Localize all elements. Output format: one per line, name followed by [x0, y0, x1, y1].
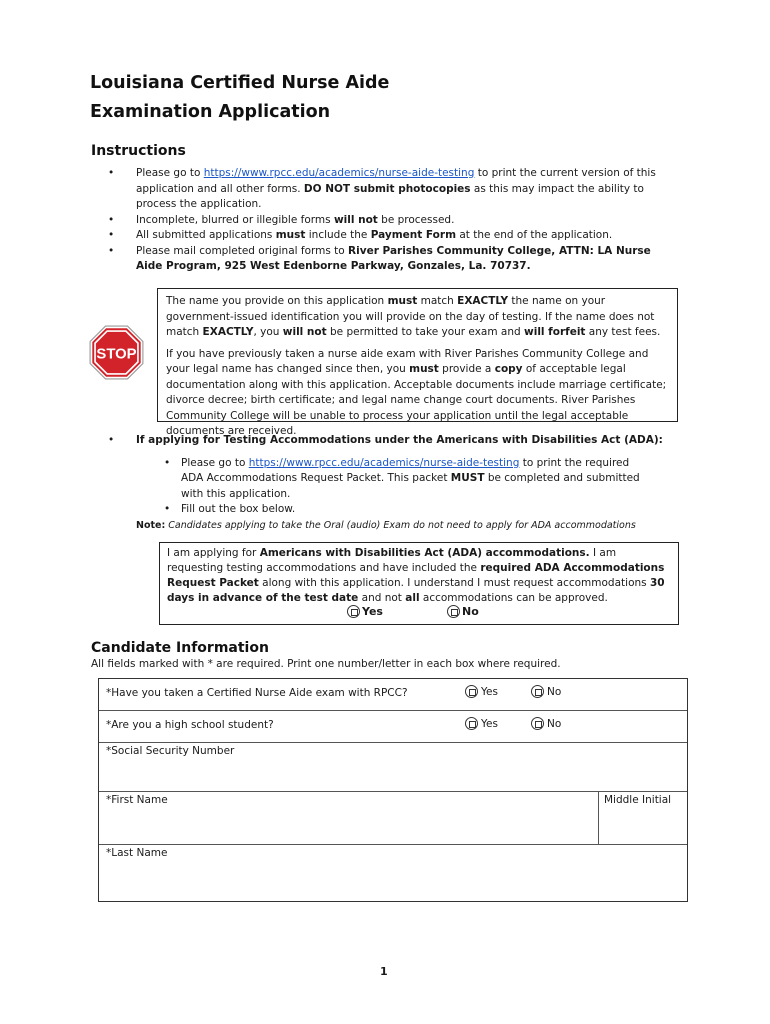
ada-no-checkbox[interactable]: [447, 605, 460, 618]
name-warning-paragraph: The name you provide on this application must match EXACTLY the name on your government-issued identification you will provide on the day of testing. If the name does not match EXACTLY, you will not be permitted to take your exam and will forfeit any test fees.: [166, 295, 661, 338]
candidate-heading: Candidate Information: [91, 640, 269, 656]
ada-section: [108, 433, 668, 518]
ada-yes-checkbox[interactable]: [347, 605, 360, 618]
q1-yes-checkbox[interactable]: [465, 685, 478, 698]
ada-no-option[interactable]: No: [447, 604, 479, 619]
instruction-item: • Incomplete, blurred or illegible forms will not be processed.: [108, 213, 678, 229]
ada-sublist: [136, 456, 668, 518]
q2-no-option[interactable]: No: [531, 717, 561, 730]
document-title: Louisiana Certified Nurse Aide: [90, 73, 390, 93]
instruction-item: • Please go to https://www.rpcc.edu/academics/nurse-aide-testing to print the current version of this application and all other forms. DO NOT submit photocopies as this may impact the ability to process the application.: [108, 166, 678, 213]
middle-initial-field[interactable]: Middle Initial: [604, 794, 672, 806]
last-name-field[interactable]: *Last Name: [106, 847, 168, 859]
candidate-subtext: All fields marked with * are required. Print one number/letter in each box where required.: [91, 658, 561, 670]
q1-no-option[interactable]: No: [531, 685, 561, 698]
first-name-row: [99, 792, 687, 845]
document-subtitle: Examination Application: [90, 102, 331, 122]
ssn-field[interactable]: *Social Security Number: [99, 743, 687, 792]
q2-no-checkbox[interactable]: [531, 717, 544, 730]
instruction-item: • Please mail completed original forms to River Parishes Community College, ATTN: LA Nurse Aide Program, 925 West Edenborne Parkway, Gonzales, La. 70737.: [108, 244, 678, 275]
instructions-heading: Instructions: [91, 143, 186, 159]
candidate-form: [98, 678, 688, 902]
ada-item: • Fill out the box below.: [164, 502, 654, 518]
ada-note: Note: Candidates applying to take the Oral (audio) Exam do not need to apply for ADA accommodations: [136, 520, 636, 531]
q1-no-checkbox[interactable]: [531, 685, 544, 698]
name-warning-box: [157, 288, 678, 437]
stop-sign-icon: [89, 325, 144, 380]
name-change-paragraph: If you have previously taken a nurse aide exam with River Parishes Community College and your legal name has changed since then, you must provide a copy of acceptable legal documentation along with this application. Acceptable documents include marriage certificate; divorce decree; birth certificate; and legal name change court documents. River Parishes Community College will be unable to process your application until the legal acceptable documents are received.: [166, 347, 667, 437]
instructions-list: [108, 166, 678, 275]
ada-request-box: I am applying for Americans with Disabilities Act (ADA) accommodations. I am requesting testing accommodations and have included the required ADA Accommodations Request Packet along with this application. I understand I must request accommodations 30 days in advance of the test date and not all accommodations can be approved. Yes No: [159, 542, 679, 625]
instruction-item: • All submitted applications must include the Payment Form at the end of the application.: [108, 228, 678, 244]
rpcc-exam-question-row: *Have you taken a Certified Nurse Aide exam with RPCC? Yes No: [99, 679, 687, 711]
high-school-question-row: *Are you a high school student? Yes No: [99, 711, 687, 743]
page-number: 1: [380, 965, 388, 978]
rpcc-link[interactable]: https://www.rpcc.edu/academics/nurse-aide-testing: [203, 167, 475, 179]
stop-sign-text: STOP: [96, 346, 137, 363]
rpcc-ada-link[interactable]: https://www.rpcc.edu/academics/nurse-aide-testing: [248, 456, 520, 469]
ada-heading: If applying for Testing Accommodations under the Americans with Disabilities Act (ADA):: [136, 434, 663, 446]
q1-yes-option[interactable]: Yes: [465, 685, 498, 698]
first-name-field[interactable]: *First Name: [106, 794, 168, 806]
q2-yes-option[interactable]: Yes: [465, 717, 498, 730]
ada-yes-option[interactable]: Yes: [347, 604, 383, 619]
q2-yes-checkbox[interactable]: [465, 717, 478, 730]
ada-item: • Please go to https://www.rpcc.edu/academics/nurse-aide-testing to print the required ADA Accommodations Request Packet. This packet MUST be completed and submitted with this application.: [164, 456, 654, 503]
